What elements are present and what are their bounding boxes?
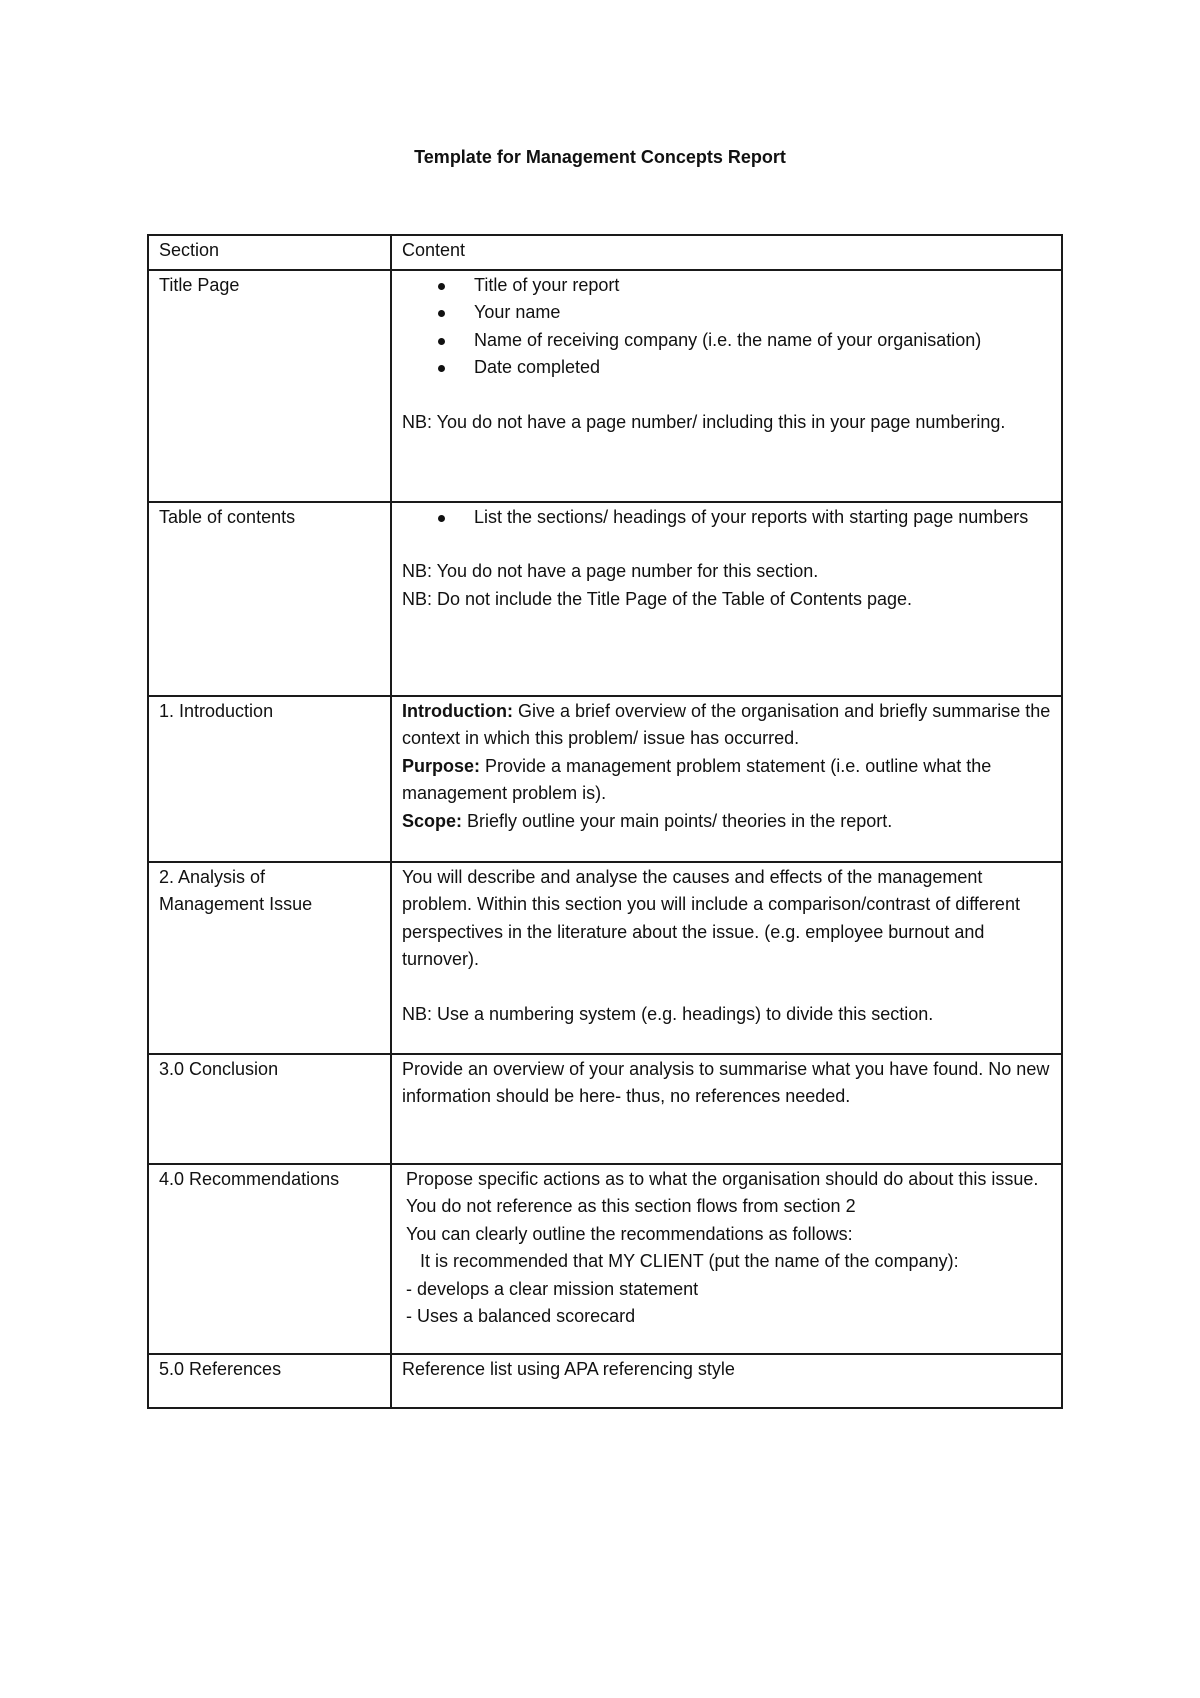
list-item: Title of your report: [474, 272, 1051, 300]
introduction-paragraph: Introduction: Give a brief overview of the organisation and briefly summarise the context in which this problem/ issue has occurred.: [402, 700, 1051, 748]
list-item: Your name: [474, 299, 1051, 327]
table-row-title-page: [148, 270, 1062, 502]
content-cell-introduction: [391, 696, 1062, 862]
bullet-icon: [438, 283, 445, 290]
bullet-icon: [438, 310, 445, 317]
table-row-references: [148, 1354, 1062, 1408]
analysis-section-line-1: 2. Analysis of: [159, 866, 266, 887]
recommendations-line-4: - develops a clear mission statement: [406, 1278, 699, 1299]
content-cell-analysis: [391, 862, 1062, 1054]
toc-bullet-list: [402, 504, 1051, 532]
recommendations-line-5: - Uses a balanced scorecard: [406, 1306, 636, 1326]
section-cell-introduction: 1. Introduction: [148, 696, 391, 862]
toc-note-2: NB: Do not include the Title Page of the Table of Contents page.: [402, 588, 913, 609]
list-item: Name of receiving company (i.e. the name of your organisation): [474, 327, 1051, 355]
scope-paragraph: Scope: Briefly outline your main points/ theories in the report.: [402, 810, 893, 831]
list-item: Date completed: [474, 354, 1051, 382]
table-row-recommendations: [148, 1164, 1062, 1354]
analysis-section-line-2: Management Issue: [159, 894, 313, 914]
header-content-cell: Content: [391, 235, 1062, 270]
section-cell-references: 5.0 References: [148, 1354, 391, 1408]
header-section-cell: Section: [148, 235, 391, 270]
content-cell-conclusion: Provide an overview of your analysis to summarise what you have found. No new information should be here- thus, no references needed.: [391, 1054, 1062, 1164]
document-title: Template for Management Concepts Report: [414, 147, 786, 167]
purpose-paragraph: Purpose: Provide a management problem statement (i.e. outline what the management problem is).: [402, 755, 992, 803]
title-page-note: NB: You do not have a page number/ including this in your page numbering.: [402, 411, 1006, 432]
recommendations-line-2: You can clearly outline the recommendations as follows:: [406, 1223, 853, 1244]
section-cell-table-of-contents: Table of contents: [148, 502, 391, 696]
table-row-introduction: [148, 696, 1062, 862]
title-page-bullet-list: [402, 272, 1051, 382]
analysis-note: NB: Use a numbering system (e.g. headings) to divide this section.: [402, 1003, 934, 1024]
content-cell-recommendations: [391, 1164, 1062, 1354]
section-cell-conclusion: 3.0 Conclusion: [148, 1054, 391, 1164]
list-item: List the sections/ headings of your reports with starting page numbers: [474, 504, 1051, 532]
bullet-icon: [438, 365, 445, 372]
table-row-analysis: [148, 862, 1062, 1054]
report-template-table: [147, 234, 1063, 1409]
toc-note-1: NB: You do not have a page number for this section.: [402, 561, 819, 581]
recommendations-line-1: Propose specific actions as to what the organisation should do about this issue. You do not reference as this section flows from section 2: [406, 1168, 1039, 1216]
recommendations-line-3: It is recommended that MY CLIENT (put the name of the company):: [420, 1251, 959, 1271]
table-header-row: [148, 235, 1062, 270]
content-cell-references: Reference list using APA referencing style: [391, 1354, 1062, 1408]
section-cell-analysis: [148, 862, 391, 1054]
bullet-icon: [438, 515, 445, 522]
table-row-table-of-contents: [148, 502, 1062, 696]
section-cell-title-page: Title Page: [148, 270, 391, 502]
table-row-conclusion: [148, 1054, 1062, 1164]
content-cell-title-page: [391, 270, 1062, 502]
analysis-paragraph: You will describe and analyse the causes and effects of the management problem. Within this section you will include a comparison/contrast of different perspectives in the literature about the issue. (e.g. employee burnout and turnover).: [402, 866, 1020, 969]
section-cell-recommendations: 4.0 Recommendations: [148, 1164, 391, 1354]
content-cell-table-of-contents: [391, 502, 1062, 696]
bullet-icon: [438, 338, 445, 345]
